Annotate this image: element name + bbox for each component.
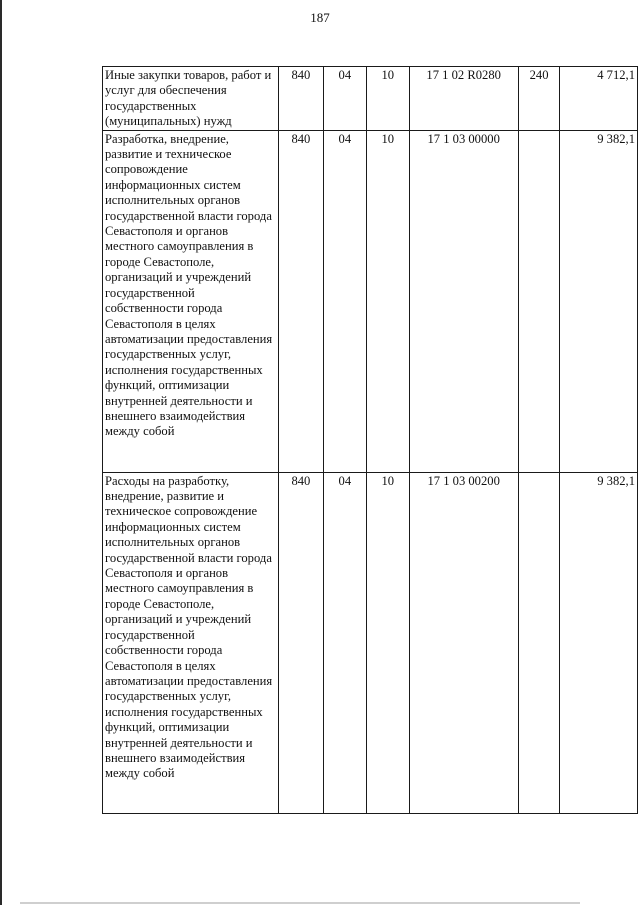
- amount-cell: 9 382,1: [560, 130, 638, 472]
- table-row: [103, 472, 638, 813]
- amount-cell: 9 382,1: [560, 472, 638, 813]
- expense-type-cell: [518, 130, 560, 472]
- expense-type-cell: 240: [518, 67, 560, 131]
- scan-edge-bottom: [20, 902, 580, 904]
- table-row: [103, 130, 638, 472]
- subsection-code-cell: 10: [366, 130, 409, 472]
- subsection-code-cell: 10: [366, 67, 409, 131]
- budget-table: [102, 66, 638, 814]
- section-code-cell: 04: [323, 130, 366, 472]
- amount-cell: 4 712,1: [560, 67, 638, 131]
- target-article-cell: 17 1 03 00000: [409, 130, 518, 472]
- grbs-code-cell: 840: [278, 130, 323, 472]
- scan-edge-left: [0, 0, 2, 905]
- row-name-cell: Расходы на разработку, внедрение, развитие и техническое сопровождение информационных систем исполнительных органов государственной власти города Севастополя и органов местного самоуправления в городе Севастополе, организаций и учреждений государственной собственности города Севастополя в целях автоматизации предоставления государственных услуг, исполнения государственных функций, оптимизации внутренней деятельности и внешнего взаимодействия между собой: [103, 472, 279, 813]
- subsection-code-cell: 10: [366, 472, 409, 813]
- page-number: 187: [310, 10, 330, 25]
- expense-type-cell: [518, 472, 560, 813]
- target-article-cell: 17 1 02 R0280: [409, 67, 518, 131]
- table-row: [103, 67, 638, 131]
- grbs-code-cell: 840: [278, 67, 323, 131]
- row-name-cell: Разработка, внедрение, развитие и техническое сопровождение информационных систем исполнительных органов государственной власти города Севастополя и органов местного самоуправления в городе Севастополе, организаций и учреждений государственной собственности города Севастополя в целях автоматизации предоставления государственных услуг, исполнения государственных функций, оптимизации внутренней деятельности и внешнего взаимодействия между собой: [103, 130, 279, 472]
- target-article-cell: 17 1 03 00200: [409, 472, 518, 813]
- section-code-cell: 04: [323, 67, 366, 131]
- row-name-cell: Иные закупки товаров, работ и услуг для обеспечения государственных (муниципальных) нужд: [103, 67, 279, 131]
- grbs-code-cell: 840: [278, 472, 323, 813]
- section-code-cell: 04: [323, 472, 366, 813]
